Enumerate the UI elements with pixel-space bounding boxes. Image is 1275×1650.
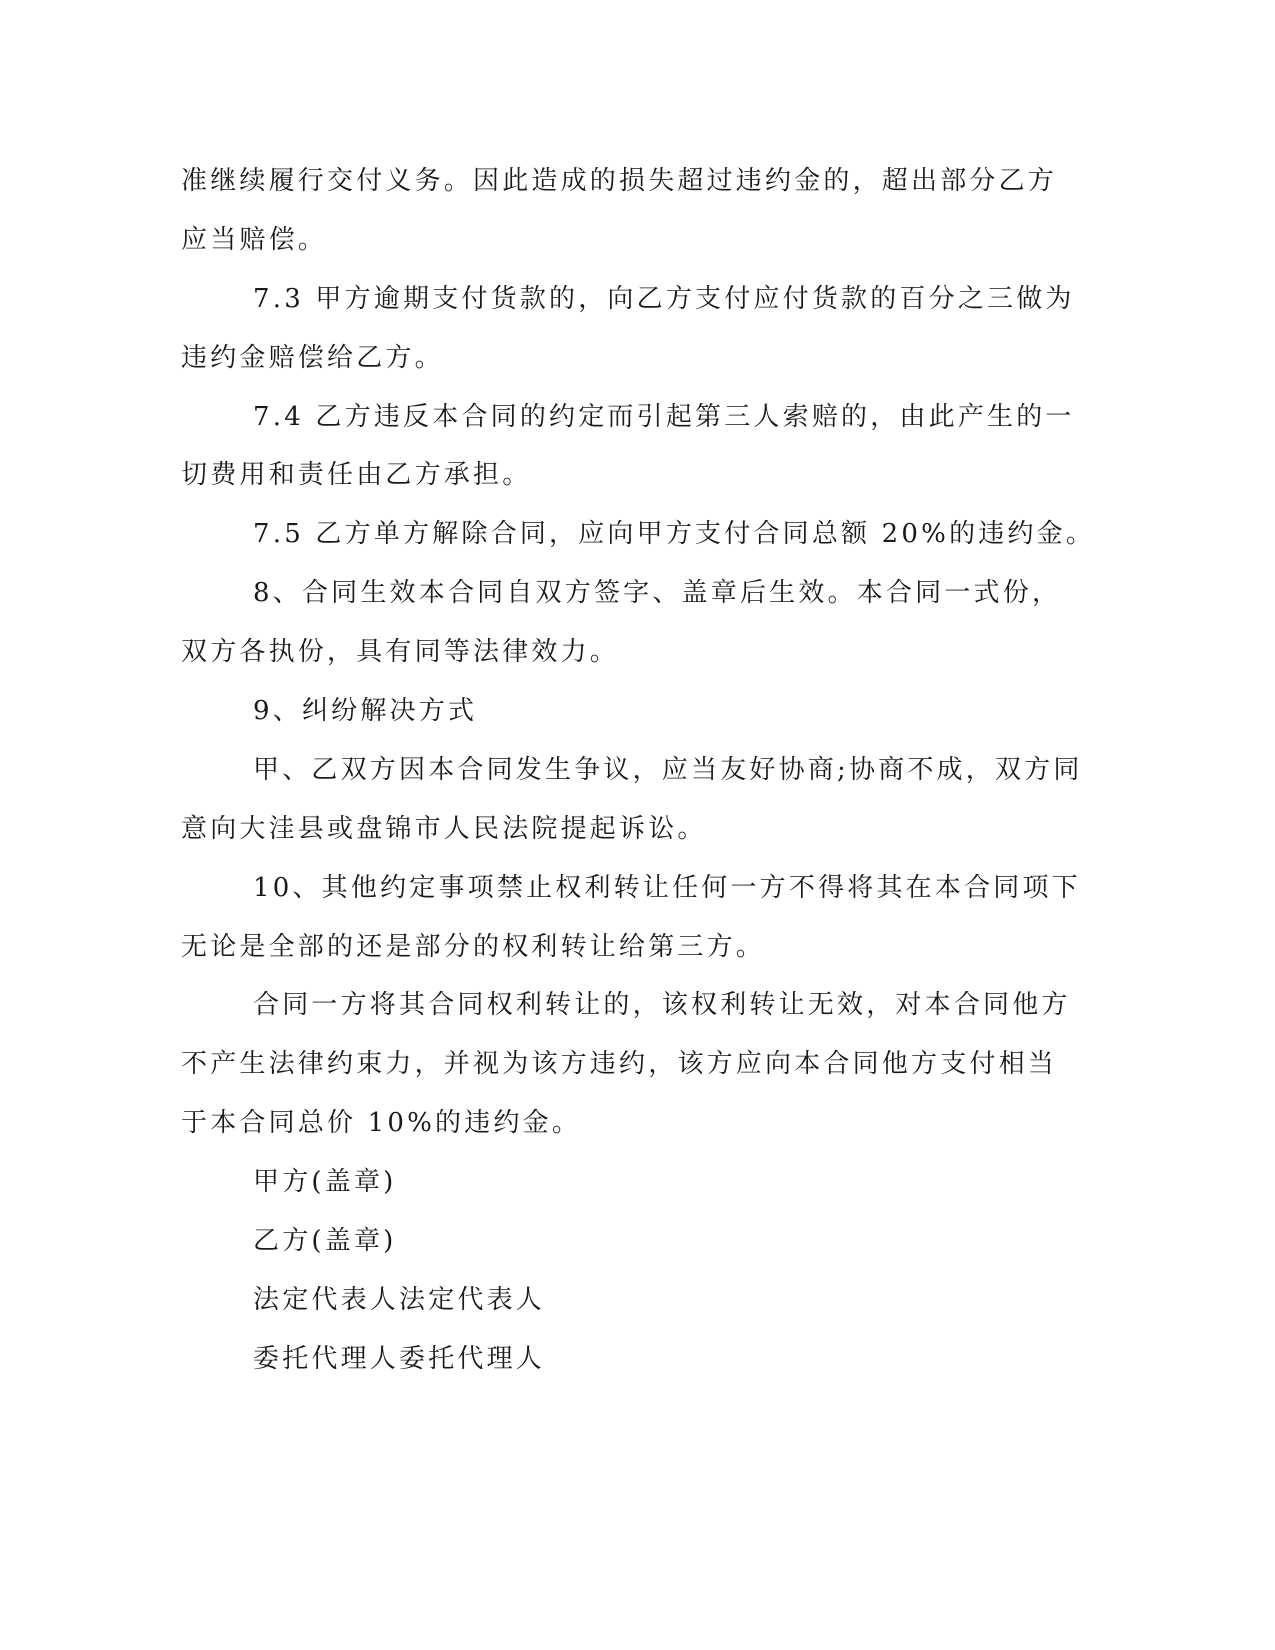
clause-8-contract-effect: 8、合同生效本合同自双方签字、盖章后生效。本合同一式份， [253, 578, 1062, 609]
dispute-resolution-text: 甲、乙双方因本合同发生争议，应当友好协商;协商不成，双方同 [253, 754, 1083, 785]
clause-7-3: 7.3 甲方逾期支付货款的，向乙方支付应付货款的百分之三做为 [253, 283, 1075, 314]
text-line: 双方各执份，具有同等法律效力。 [181, 637, 620, 668]
contract-body [181, 152, 1096, 1389]
text-line: 违约金赔偿给乙方。 [181, 342, 444, 373]
text-line: 不产生法律约束力，并视为该方违约，该方应向本合同他方支付相当 [181, 1049, 1058, 1080]
party-b-seal: 乙方(盖章) [253, 1226, 397, 1257]
transfer-clause-text: 合同一方将其合同权利转让的，该权利转让无效，对本合同他方 [253, 990, 1071, 1021]
clause-9-heading: 9、纠纷解决方式 [253, 696, 478, 727]
text-line: 准继续履行交付义务。因此造成的损失超过违约金的，超出部分乙方 [181, 166, 1058, 196]
text-line: 切费用和责任由乙方承担。 [181, 460, 532, 491]
text-line: 无论是全部的还是部分的权利转让给第三方。 [181, 931, 766, 962]
clause-7-4: 7.4 乙方违反本合同的约定而引起第三人索赔的，由此产生的一 [253, 401, 1075, 432]
authorized-agent-line: 委托代理人委托代理人 [253, 1343, 546, 1374]
text-line: 应当赔偿。 [181, 224, 328, 255]
clause-10-other-terms: 10、其他约定事项禁止权利转让任何一方不得将其在本合同项下 [253, 872, 1081, 903]
text-line: 意向大洼县或盘锦市人民法院提起诉讼。 [181, 813, 707, 844]
text-line: 于本合同总价 10%的违约金。 [181, 1108, 582, 1139]
clause-7-5: 7.5 乙方单方解除合同，应向甲方支付合同总额 20%的违约金。 [253, 519, 1096, 550]
legal-representative-line: 法定代表人法定代表人 [253, 1284, 546, 1315]
party-a-seal: 甲方(盖章) [253, 1167, 397, 1198]
